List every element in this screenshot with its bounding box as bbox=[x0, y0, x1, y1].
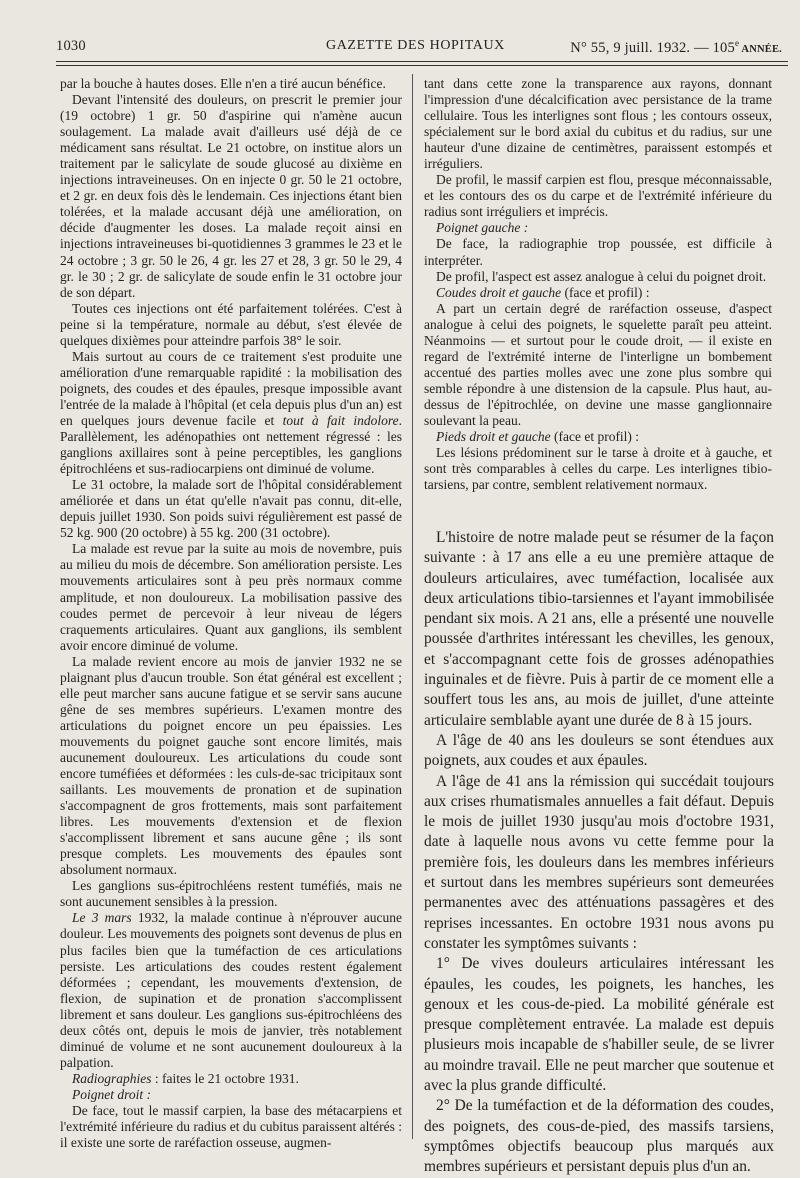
issue-info: N° 55, 9 juill. 1932. — 105e ANNÉE. bbox=[570, 38, 782, 56]
paragraph: De face, la radiographie trop poussée, est difficile à interpréter. bbox=[424, 236, 772, 268]
paragraph: par la bouche à hautes doses. Elle n'en a tiré aucun bénéfice. bbox=[60, 76, 386, 91]
paragraph: De face, tout le massif carpien, la base des métacarpiens et l'extrémité inférieure du radius et du cubitus paraissent altérés : il existe une sorte de raréfaction osseuse, augmen- bbox=[60, 1103, 402, 1151]
paragraph: A l'âge de 40 ans les douleurs se sont étendues aux poignets, aux coudes et aux épaules. bbox=[424, 731, 774, 770]
right-column-bottom bbox=[424, 528, 774, 1178]
paragraph: A part un certain degré de raréfaction osseuse, d'aspect analogue à celui des poignets, le squelette paraît peu atteint. Néanmoins — et surtout pour le coude droit, — il existe en regard de l'extrémité interne de l'interligne un bombement accentué des parties molles avec une zone plus sombre qui semble répondre à une distension de la capsule. Plus haut, au-dessus de l'épitrochlée, on devine une masse ganglionnaire soulevant la peau. bbox=[424, 300, 772, 428]
paragraph: De profil, l'aspect est assez analogue à celui du poignet droit. bbox=[436, 268, 767, 284]
right-column-top bbox=[424, 76, 772, 493]
page-header bbox=[56, 38, 786, 62]
paragraph: Les lésions prédominent sur le tarse à droite et à gauche, et sont très comparables à celles du carpe. Les interlignes tibio-tarsiens, par contre, semblent relativement normaux. bbox=[424, 445, 772, 493]
section-heading: Radiographies : faites le 21 octobre 1931. bbox=[72, 1070, 299, 1086]
subheading: Poignet droit : bbox=[72, 1086, 151, 1102]
paragraph: De profil, le massif carpien est flou, presque méconnaissable, et les contours des os du carpe et de l'extrémité inférieure du radius sont irréguliers et imprécis. bbox=[424, 172, 772, 220]
header-rule bbox=[56, 61, 788, 62]
subheading: Poignet gauche : bbox=[436, 220, 529, 236]
paragraph: Le 3 mars 1932, la malade continue à n'éprouver aucune douleur. Les mouvements des poignets sont devenus de plus en plus faciles bien que la tuméfaction de ces articulations persiste. Les articulations des coudes restent également déformées ; cependant, les mouvements d'extension, de flexion, de supination et de pronation s'accomplissent librement et sans douleur. Les ganglions sus-épitrochléens des deux côtés ont, depuis le mois de janvier, très notablement diminué de volume et ne sont aucunement douloureux à la palpation. bbox=[60, 910, 402, 1070]
column-divider bbox=[412, 74, 413, 1139]
list-item: 1° De vives douleurs articulaires intéressant les épaules, les coudes, les poignets, les hanches, les genoux et les cous-de-pied. La mobilité générale est presque complètement entravée. La malade est depuis plusieurs mois incapable de s'habiller seule, de se livrer au moindre travail. Elle ne peut marcher que soutenue et avec la plus grande difficulté. bbox=[424, 955, 774, 1095]
subheading: Pieds droit et gauche (face et profil) : bbox=[436, 429, 640, 445]
journal-title: GAZETTE DES HOPITAUX bbox=[326, 38, 505, 53]
paragraph: La malade revient encore au mois de janvier 1932 ne se plaignant plus d'aucun trouble. Son état général est excellent ; elle peut marcher sans aucune fatigue et se servir sans aucune gêne de ses membres supérieurs. L'examen montre des articulations du poignet encore un peu épaissies. Les mouvements du poignet gauche sont encore limités, mais aucunement douloureux. Les articulations du coude sont encore tuméfiées et déformées : les culs-de-sac tricipitaux sont saillants. Les mouvements de pronation et de supination s'accompagnent de gros frottements, mais sont parfaitement libres. Les mouvements d'extension et de flexion s'accomplissent librement et sans aucune gêne ; ils sont presque complets. Les mouvements des épaules sont absolument normaux. bbox=[60, 653, 402, 878]
list-item: 2° De la tuméfaction et de la déformation des coudes, des poignets, des cous-de-pied, des massifs tarsiens, symptômes objectifs beaucoup plus marqués aux membres supérieurs et persistant depuis plus d'un an. bbox=[424, 1097, 774, 1176]
paragraph: A l'âge de 41 ans la rémission qui succédait toujours aux crises rhumatismales annuelles a fait défaut. Depuis le mois de juillet 1930 jusqu'au mois d'octobre 1931, date à laquelle nous avons vu cette femme pour la première fois, les douleurs dans les membres inférieurs et surtout dans les membres supérieurs sont demeurées permanentes avec des atténuations passagères et des reprises incessantes. En octobre 1931 nous avons pu constater les symptômes suivants : bbox=[424, 772, 774, 952]
page-number: 1030 bbox=[56, 38, 86, 54]
paragraph: La malade est revue par la suite au mois de novembre, puis au milieu du mois de décembre. Son amélioration persiste. Les mouvements articulaires sont à peu près normaux comme amplitude, et non douloureux. La mobilisation passive des coudes permet de percevoir à leur niveau de légers craquements articulaires. Quant aux ganglions, ils semblent avoir encore diminué de volume. bbox=[60, 541, 402, 653]
paragraph: Mais surtout au cours de ce traitement s'est produite une amélioration d'une remarquable rapidité : la mobilisation des poignets, des coudes et des épaules, presque impossible avant l'entrée de la malade à l'hôpital (et cela depuis plus d'un an) est en quelques jours devenue facile et tout à fait indolore. Parallèlement, les adénopathies ont nettement régressé : les ganglions axillaires sont à peine perceptibles, les ganglions épitrochléens et sus-radiocarpiens ont diminué de volume. bbox=[60, 348, 403, 477]
paragraph: tant dans cette zone la transparence aux rayons, donnant l'impression d'une décalcification avec persistance de la trame cellulaire. Tous les interlignes sont flous ; les contours osseux, spécialement sur le bord axial du cubitus et du radius, sur une hauteur d'une dizaine de centimètres, paraissent estompés et irréguliers. bbox=[424, 76, 772, 172]
subheading: Coudes droit et gauche (face et profil) : bbox=[436, 284, 650, 300]
paragraph: Le 31 octobre, la malade sort de l'hôpital considérablement améliorée et dans un état qu'elle n'avait pas connu, dit-elle, depuis juillet 1930. Son poids suivi régulièrement est passé de 52 kg. 900 (20 octobre) à 55 kg. 200 (31 octobre). bbox=[60, 477, 402, 541]
paragraph: Les ganglions sus-épitrochléens restent tuméfiés, mais ne sont aucunement sensibles à la pression. bbox=[60, 878, 402, 910]
paragraph: L'histoire de notre malade peut se résumer de la façon suivante : à 17 ans elle a eu une première attaque de douleurs articulaires, avec tuméfaction, localisée aux deux articulations tibio-tarsiennes et l'ayant immobilisée pendant six mois. A 21 ans, elle a présenté une nouvelle poussée d'arthrites intéressant les chevilles, les genoux, et s'accompagnant cette fois de grosses adénopathies inguinales et de fièvre. Puis à partir de ce moment elle a souffert tous les ans, au mois de juillet, d'une atteinte articulaire semblable ayant une durée de 8 à 15 jours. bbox=[424, 529, 774, 729]
paragraph: Toutes ces injections ont été parfaitement tolérées. C'est à peine si la température, normale au début, s'est élevée de quelques dixièmes pour atteindre parfois 38° le soir. bbox=[60, 300, 402, 348]
header-rule-thin bbox=[56, 65, 788, 66]
paragraph: Devant l'intensité des douleurs, on prescrit le premier jour (19 octobre) 1 gr. 50 d'aspirine qui n'amène aucun soulagement. La malade avait d'ailleurs usé déjà de ce médicament sans résultat. Le 21 octobre, on institue alors un traitement par le salicylate de soude glucosé au dixième en injections intraveineuses. On en injecte 0 gr. 50 le 21 octobre, et 2 gr. en deux fois dès le lendemain. Ces injections étant bien tolérées, et la malade accusant déjà une amélioration, on décide d'augmenter les doses. La malade reçoit ainsi en injections intraveineuses bi-quotidiennes 3 grammes le 23 et le 24 octobre ; 3 gr. 50 le 26, 4 gr. les 27 et 28, 3 gr. 50 le 29, 4 gr. le 30 ; 2 gr. de salicylate de soude enfin le 31 octobre jour de son départ. bbox=[60, 92, 402, 300]
left-column bbox=[60, 76, 402, 1151]
